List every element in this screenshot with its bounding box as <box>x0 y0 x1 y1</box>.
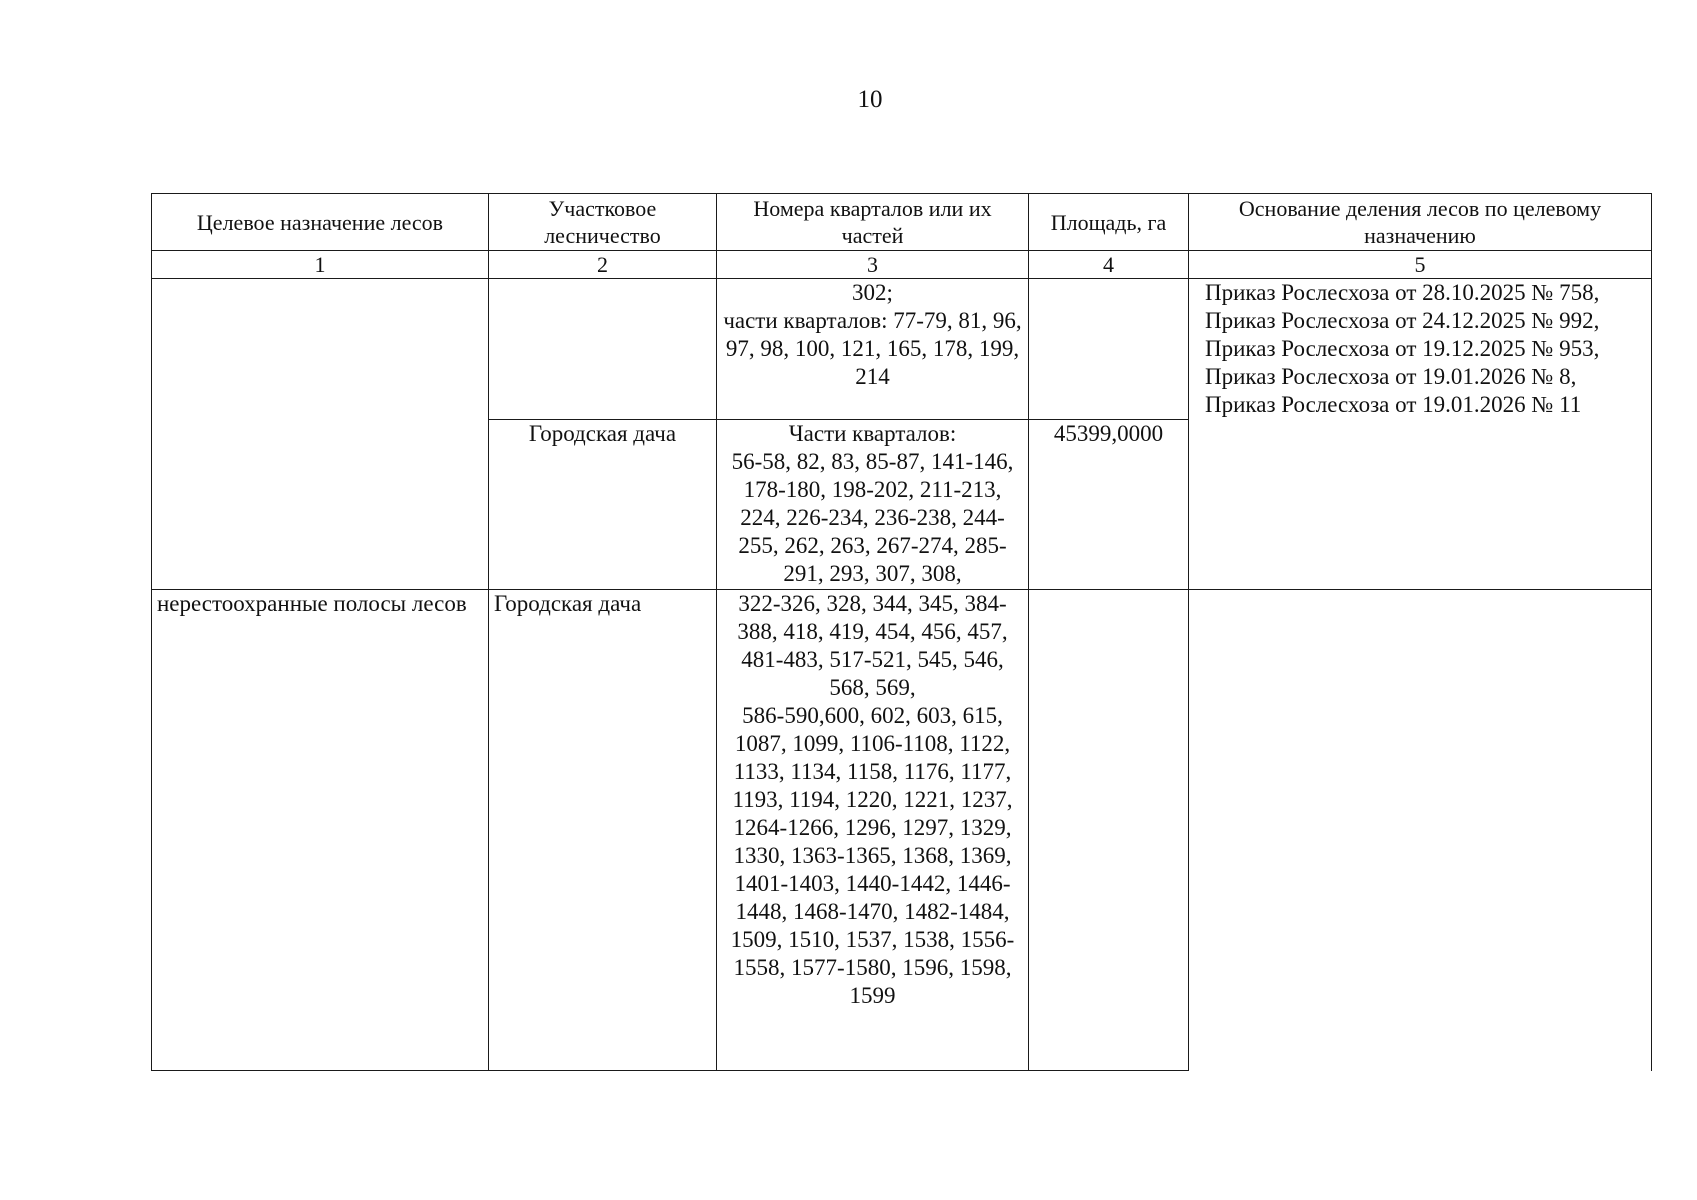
column-number: 1 <box>152 251 489 279</box>
table-row <box>152 590 1652 1071</box>
area-cell: 45399,0000 <box>1029 420 1189 590</box>
column-number: 2 <box>489 251 717 279</box>
quarters-cell: Части кварталов: 56-58, 82, 83, 85-87, 141-146, 178-180, 198-202, 211-213, 224, 226-234, 236-238, 244-255, 262, 263, 267-274, 285-291, 293, 307, 308, <box>717 420 1029 590</box>
basis-cell: Приказ Рослесхоза от 28.10.2025 № 758, Приказ Рослесхоза от 24.12.2025 № 992, Приказ Рослесхоза от 19.12.2025 № 953, Приказ Рослесхоза от 19.01.2026 № 8, Приказ Рослесхоза от 19.01.2026 № 11 <box>1189 279 1652 590</box>
column-number: 5 <box>1189 251 1652 279</box>
purpose-cell: нерестоохранные полосы лесов <box>152 590 489 1071</box>
header-forestry: Участковое лесничество <box>489 194 717 251</box>
purpose-cell <box>152 279 489 590</box>
table-header-row <box>152 194 1652 251</box>
column-number-row <box>152 251 1652 279</box>
area-cell <box>1029 279 1189 420</box>
forestry-cell <box>489 279 717 420</box>
header-purpose: Целевое назначение лесов <box>152 194 489 251</box>
header-quarters: Номера кварталов или их частей <box>717 194 1029 251</box>
basis-cell <box>1189 590 1652 1071</box>
page-number: 10 <box>857 86 883 113</box>
forest-purpose-table <box>151 193 1652 1071</box>
quarters-cell: 322-326, 328, 344, 345, 384-388, 418, 419, 454, 456, 457, 481-483, 517-521, 545, 546, 568, 569, 586-590,600, 602, 603, 615, 1087, 1099, 1106-1108, 1122, 1133, 1134, 1158, 1176, 1177, 1193, 1194, 1220, 1221, 1237, 1264-1266, 1296, 1297, 1329, 1330, 1363-1365, 1368, 1369, 1401-1403, 1440-1442, 1446-1448, 1468-1470, 1482-1484, 1509, 1510, 1537, 1538, 1556-1558, 1577-1580, 1596, 1598, 1599 <box>717 590 1029 1071</box>
header-basis: Основание деления лесов по целевому назначению <box>1189 194 1652 251</box>
table-row <box>152 279 1652 420</box>
header-area: Площадь, га <box>1029 194 1189 251</box>
column-number: 3 <box>717 251 1029 279</box>
forestry-cell: Городская дача <box>489 420 717 590</box>
column-number: 4 <box>1029 251 1189 279</box>
area-cell <box>1029 590 1189 1071</box>
quarters-cell: 302; части кварталов: 77-79, 81, 96, 97, 98, 100, 121, 165, 178, 199, 214 <box>717 279 1029 420</box>
forestry-cell: Городская дача <box>489 590 717 1071</box>
